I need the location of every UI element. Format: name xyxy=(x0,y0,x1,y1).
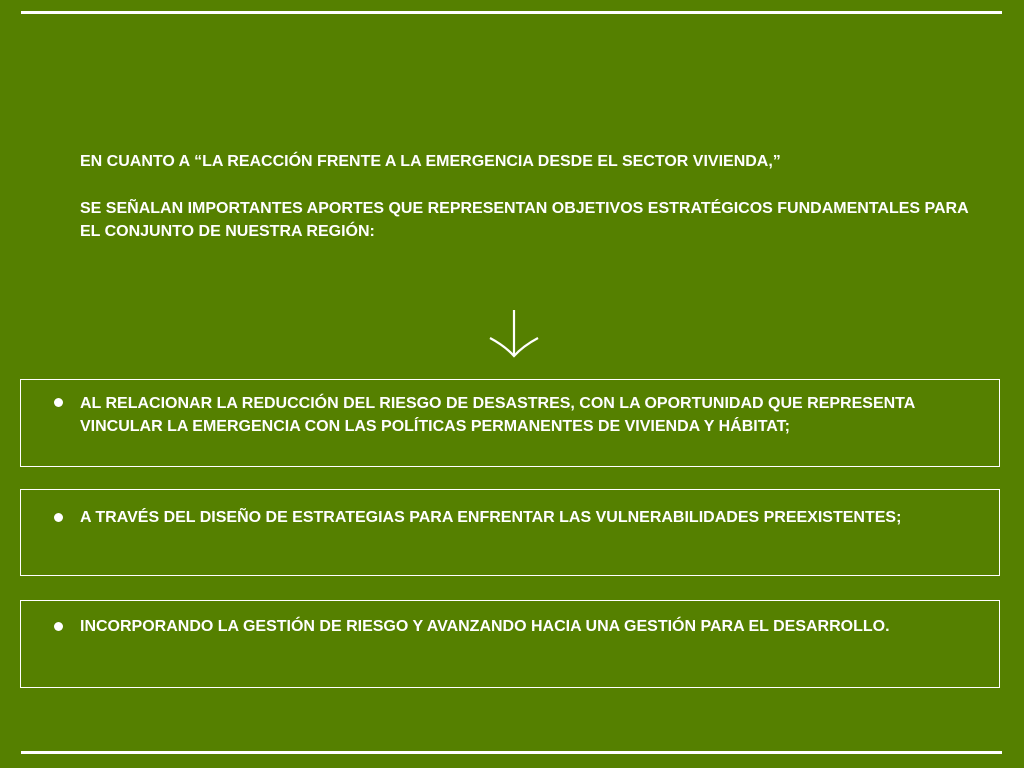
point-text-3: INCORPORANDO LA GESTIÓN DE RIESGO Y AVANZANDO HACIA UNA GESTIÓN PARA EL DESARROLLO. xyxy=(80,618,890,635)
bottom-rule xyxy=(21,751,1002,754)
down-arrow-icon xyxy=(487,306,541,360)
intro-line-2: SE SEÑALAN IMPORTANTES APORTES QUE REPRESENTAN OBJETIVOS ESTRATÉGICOS FUNDAMENTALES PARA EL CONJUNTO DE NUESTRA REGIÓN: xyxy=(80,200,969,240)
point-box-3 xyxy=(20,600,1000,688)
point-box-1 xyxy=(20,379,1000,467)
bullet-icon xyxy=(54,398,63,407)
point-text-2: A TRAVÉS DEL DISEÑO DE ESTRATEGIAS PARA ENFRENTAR LAS VULNERABILIDADES PREEXISTENTES; xyxy=(80,509,902,526)
top-rule xyxy=(21,11,1002,14)
bullet-icon xyxy=(54,513,63,522)
point-box-2 xyxy=(20,489,1000,576)
intro-text xyxy=(80,150,980,243)
intro-line-1: EN CUANTO A “LA REACCIÓN FRENTE A LA EMERGENCIA DESDE EL SECTOR VIVIENDA,” xyxy=(80,153,781,170)
point-text-1: AL RELACIONAR LA REDUCCIÓN DEL RIESGO DE DESASTRES, CON LA OPORTUNIDAD QUE REPRESENTA VINCULAR LA EMERGENCIA CON LAS POLÍTICAS PERMANENTES DE VIVIENDA Y HÁBITAT; xyxy=(80,395,915,435)
bullet-icon xyxy=(54,622,63,631)
